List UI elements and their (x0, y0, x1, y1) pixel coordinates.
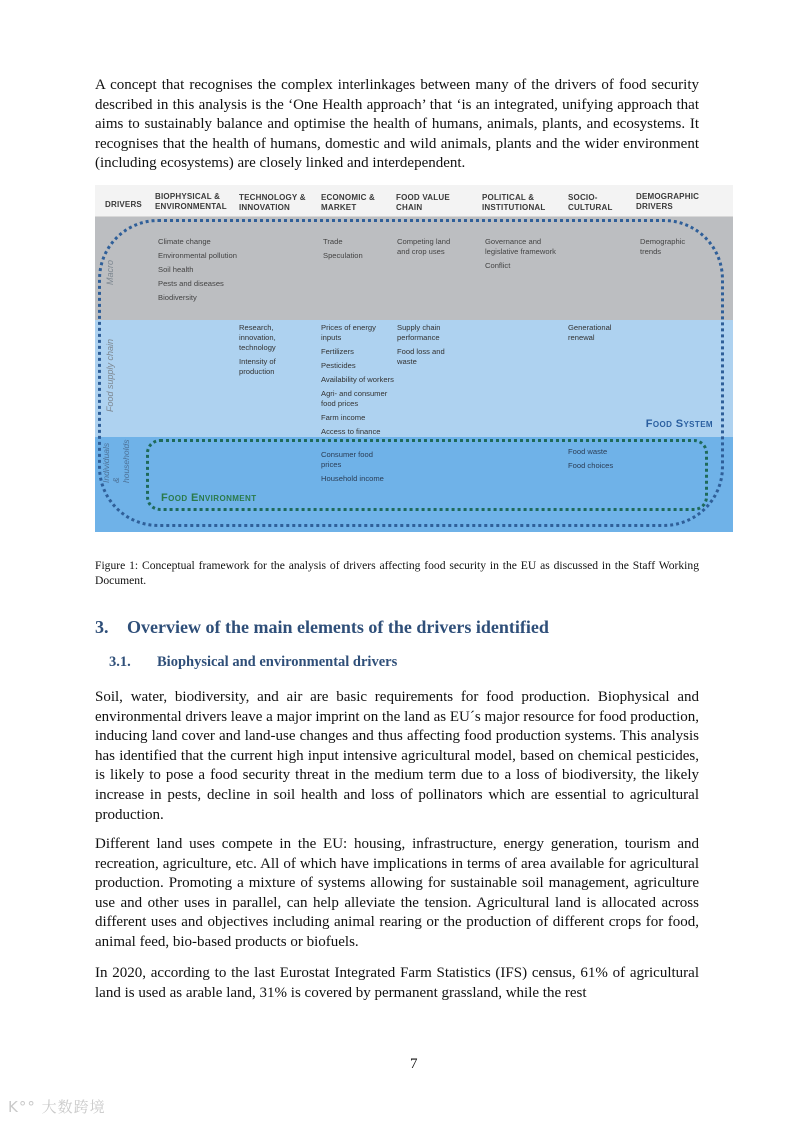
list-item: Food waste (568, 447, 608, 456)
figure-caption: Figure 1: Conceptual framework for the analysis of drivers affecting food security in the EU as discussed in the Staff Working Document. (95, 559, 699, 587)
section-heading (95, 617, 549, 638)
macro-biophysical-cell (158, 237, 238, 307)
list-item: Consumer food prices (321, 450, 373, 469)
list-item: Generational renewal (568, 323, 612, 342)
macro-political-cell (485, 237, 570, 275)
list-item: Agri- and consumer food prices (321, 389, 388, 408)
section-title: Overview of the main elements of the drivers identified (127, 617, 549, 637)
header-socio-cultural: SOCIO-CULTURAL (568, 193, 613, 212)
list-item: Speculation (323, 251, 363, 260)
list-item: Trade (323, 237, 343, 246)
list-item: Household income (321, 474, 384, 483)
list-item: Pesticides (321, 361, 356, 370)
header-biophysical: BIOPHYSICAL & ENVIRONMENTAL (155, 192, 227, 211)
list-item: Demographic trends (640, 237, 686, 256)
body-paragraph: Soil, water, biodiversity, and air are basic requirements for food production. Biophysical and environmental drivers leave a major imprint on the land as EU´s major resource for food production, inducing land cover and land-use changes and thus affecting food production systems. This analysis has identified that the current high input intensive agricultural model, based on chemical pesticides, is likely to pose a food security threat in the medium term due to a loss of biodiversity, the likely increase in pests, decline in soil health and loss of pollinators which are essential to agricultural production. (95, 689, 699, 823)
watermark-logo: K°° 大数跨境 (8, 1098, 106, 1116)
header-food-value-chain: FOOD VALUE CHAIN (396, 193, 450, 212)
list-item: Biodiversity (158, 293, 197, 302)
list-item: Fertilizers (321, 347, 354, 356)
list-item: Food choices (568, 461, 614, 470)
body-paragraph: Different land uses compete in the EU: housing, infrastructure, energy generation, tourism and recreation, agriculture, etc. All of which have implications in terms of area available for agricultural production. Promoting a mixture of systems allowing for sustainable soil management, agriculture use and other uses in parallel, can help alleviate the tension. Agricultural land is allocated across different uses and objectives including animal rearing or the production of different crops for food, animal feed, bio-based products or biofuels. (95, 836, 699, 950)
subsection-number: 3.1. (109, 654, 131, 670)
row-label-macro: Macro (105, 259, 115, 285)
row-label-individuals-households: Individuals & households (101, 439, 131, 483)
macro-band (95, 217, 733, 320)
food-system-label: Food System (645, 418, 713, 430)
households-economic-cell (321, 450, 386, 488)
individuals-households-band (95, 437, 733, 532)
supply-technology-cell (239, 323, 294, 381)
food-supply-chain-band (95, 320, 733, 437)
row-label-food-supply-chain: Food supply chain (105, 338, 115, 412)
list-item: Governance and legislative framework (485, 237, 556, 256)
list-item: Availability of workers (321, 375, 394, 384)
list-item: Conflict (485, 261, 511, 270)
list-item: Research, innovation, technology (239, 323, 276, 352)
macro-economic-cell (323, 237, 393, 265)
header-drivers: DRIVERS (105, 200, 142, 209)
households-socio-cultural-cell (568, 447, 633, 475)
list-item: Environmental pollution (158, 251, 237, 260)
supply-economic-cell (321, 323, 406, 441)
list-item: Farm income (321, 413, 366, 422)
intro-paragraph: A concept that recognises the complex interlinkages between many of the drivers of food security described in this analysis is the ‘One Health approach’ that ‘is an integrated, unifying approach that aims to sustainably balance and optimise the health of humans, animals, plants, and ecosystems. It recognises that the health of humans, domestic and wild animals, plants and the wider environment (including ecosystems) are closely linked and interdependent. (95, 77, 699, 172)
list-item: Pests and diseases (158, 279, 224, 288)
section-number: 3. (95, 617, 109, 637)
figure-header-row (95, 185, 733, 217)
list-item: Intensity of production (239, 357, 276, 376)
list-item: Food loss and waste (397, 347, 445, 366)
body-paragraph: In 2020, according to the last Eurostat Integrated Farm Statistics (IFS) census, 61% of agricultural land is used as arable land, 31% is covered by permanent grassland, while the rest (95, 965, 699, 1001)
macro-demographic-cell (640, 237, 700, 261)
supply-food-value-chain-cell (397, 323, 459, 371)
header-demographic: DEMOGRAPHIC DRIVERS (636, 192, 700, 211)
list-item: Competing land and crop uses (397, 237, 451, 256)
subsection-heading (109, 654, 397, 671)
header-political: POLITICAL & INSTITUTIONAL (482, 193, 546, 212)
macro-food-value-chain-cell (397, 237, 462, 261)
list-item: Climate change (158, 237, 211, 246)
page-number: 7 (410, 1056, 418, 1072)
header-economic: ECONOMIC & MARKET (321, 193, 375, 212)
list-item: Prices of energy inputs (321, 323, 376, 342)
list-item: Access to finance (321, 427, 381, 436)
subsection-title: Biophysical and environmental drivers (157, 654, 398, 670)
supply-socio-cultural-cell (568, 323, 623, 347)
list-item: Supply chain performance (397, 323, 441, 342)
header-technology: TECHNOLOGY & INNOVATION (239, 193, 306, 212)
food-environment-label: Food Environment (161, 492, 257, 504)
list-item: Soil health (158, 265, 194, 274)
conceptual-framework-figure (95, 185, 733, 532)
